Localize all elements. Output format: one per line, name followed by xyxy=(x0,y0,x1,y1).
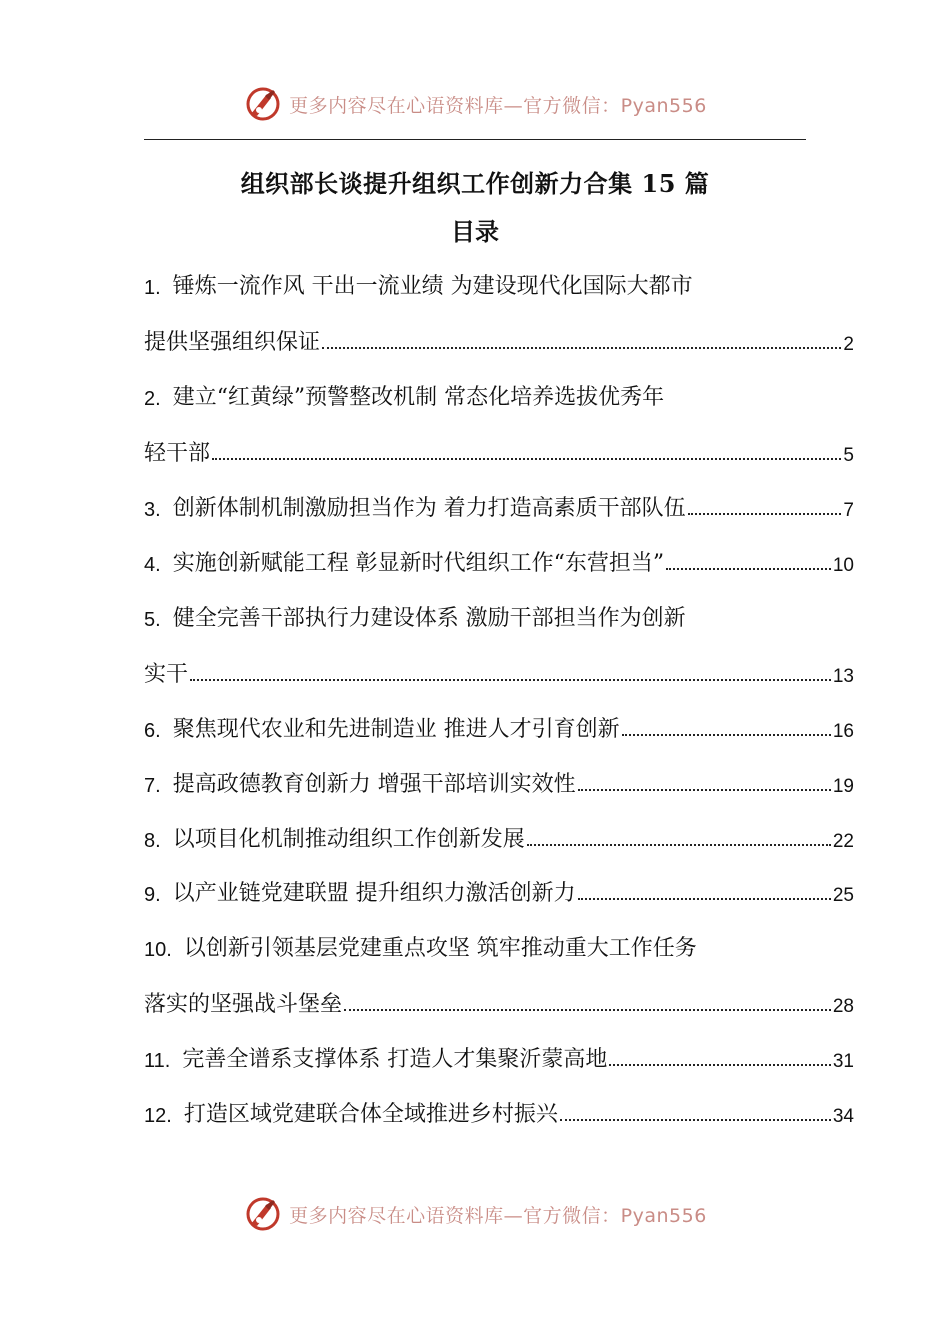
logo-icon xyxy=(243,1194,283,1234)
toc-entry-title: 以创新引领基层党建重点攻坚 筑牢推动重大工作任务 xyxy=(183,936,697,961)
toc-entry-continuation[interactable] xyxy=(144,654,854,688)
toc-entry-number: 8. xyxy=(144,830,161,852)
toc-entry-title: 打造区域党建联合体全域推进乡村振兴 xyxy=(183,1102,558,1127)
header-divider xyxy=(144,139,806,140)
toc-page-number: 28 xyxy=(832,996,854,1017)
logo-icon xyxy=(243,84,283,124)
toc-leader-dots xyxy=(688,513,842,515)
toc-entry[interactable] xyxy=(144,1094,854,1128)
toc-entry[interactable] xyxy=(144,819,854,853)
toc-entry-title-continued: 轻干部 xyxy=(144,441,211,466)
header-watermark xyxy=(0,84,950,124)
toc-entry-title: 提高政德教育创新力 增强干部培训实效性 xyxy=(172,772,576,797)
toc-page-number: 10 xyxy=(832,555,854,576)
toc-leader-dots xyxy=(212,458,841,460)
toc-entry[interactable] xyxy=(144,928,854,962)
toc-page-number: 7 xyxy=(843,500,854,521)
toc-entry[interactable] xyxy=(144,709,854,743)
toc-page-number: 2 xyxy=(843,334,854,355)
toc-entry[interactable] xyxy=(144,543,854,577)
toc-entry-continuation[interactable] xyxy=(144,984,854,1018)
toc-entry-number: 7. xyxy=(144,775,161,797)
toc-leader-dots xyxy=(666,568,831,570)
watermark-text: 更多内容尽在心语资料库—官方微信：Pyan556 xyxy=(289,1204,707,1227)
footer-watermark xyxy=(0,1194,950,1234)
toc-leader-dots xyxy=(190,679,831,681)
toc-leader-dots xyxy=(527,844,831,846)
toc-entry-number: 12. xyxy=(144,1105,172,1127)
toc-heading: 目录 xyxy=(451,217,499,246)
toc-leader-dots xyxy=(322,347,841,349)
toc-entry-number: 3. xyxy=(144,499,161,521)
toc-entry-title: 实施创新赋能工程 彰显新时代组织工作“东营担当” xyxy=(172,551,665,576)
toc-entry[interactable] xyxy=(144,377,854,411)
toc-leader-dots xyxy=(609,1064,831,1066)
toc-entry-title: 锤炼一流作风 干出一流业绩 为建设现代化国际大都市 xyxy=(172,274,693,299)
toc-entry-number: 11. xyxy=(144,1050,171,1072)
toc-page-number: 25 xyxy=(832,885,854,906)
toc-entry-number: 10. xyxy=(144,939,172,961)
toc-entry-number: 9. xyxy=(144,884,161,906)
toc-entry[interactable] xyxy=(144,873,854,907)
toc-entry-number: 6. xyxy=(144,720,161,742)
toc-entry-number: 2. xyxy=(144,388,161,410)
toc-entry-number: 5. xyxy=(144,609,161,631)
toc-entry-title: 聚焦现代农业和先进制造业 推进人才引育创新 xyxy=(172,717,620,742)
toc-entry[interactable] xyxy=(144,488,854,522)
toc-entry-title: 完善全谱系支撑体系 打造人才集聚沂蒙高地 xyxy=(182,1047,608,1072)
toc-entry-number: 1. xyxy=(144,277,161,299)
toc-page-number: 34 xyxy=(832,1106,854,1127)
toc-entry[interactable] xyxy=(144,598,854,632)
toc-entry-continuation[interactable] xyxy=(144,322,854,356)
toc-entry[interactable] xyxy=(144,1039,854,1073)
toc-page-number: 16 xyxy=(832,721,854,742)
watermark-text: 更多内容尽在心语资料库—官方微信：Pyan556 xyxy=(289,94,707,117)
toc-entry-title: 以产业链党建联盟 提升组织力激活创新力 xyxy=(172,881,576,906)
toc-page-number: 22 xyxy=(832,831,854,852)
toc-page-number: 19 xyxy=(832,776,854,797)
toc-entry-continuation[interactable] xyxy=(144,433,854,467)
wechat-id: Pyan556 xyxy=(620,94,707,117)
toc-entry-title: 建立“红黄绿”预警整改机制 常态化培养选拔优秀年 xyxy=(172,385,665,410)
toc-entry-title-continued: 实干 xyxy=(144,662,189,687)
toc-entry-title: 健全完善干部执行力建设体系 激励干部担当作为创新 xyxy=(172,606,686,631)
toc-leader-dots xyxy=(622,734,831,736)
toc-entry[interactable] xyxy=(144,764,854,798)
toc-entry-title: 以项目化机制推动组织工作创新发展 xyxy=(172,827,525,852)
toc-entry-title: 创新体制机制激励担当作为 着力打造高素质干部队伍 xyxy=(172,496,686,521)
toc-page-number: 13 xyxy=(832,666,854,687)
toc-page-number: 31 xyxy=(832,1051,854,1072)
wechat-id: Pyan556 xyxy=(620,1204,707,1227)
toc-page-number: 5 xyxy=(843,445,854,466)
toc-leader-dots xyxy=(344,1009,831,1011)
toc-leader-dots xyxy=(560,1119,831,1121)
toc-entry-number: 4. xyxy=(144,554,161,576)
toc-entry-title-continued: 提供坚强组织保证 xyxy=(144,330,321,355)
toc-leader-dots xyxy=(578,789,831,791)
toc-entry-title-continued: 落实的坚强战斗堡垒 xyxy=(144,992,343,1017)
document-title: 组织部长谈提升组织工作创新力合集 15 篇 xyxy=(240,169,710,198)
toc-entry[interactable] xyxy=(144,266,854,300)
toc-leader-dots xyxy=(578,898,831,900)
